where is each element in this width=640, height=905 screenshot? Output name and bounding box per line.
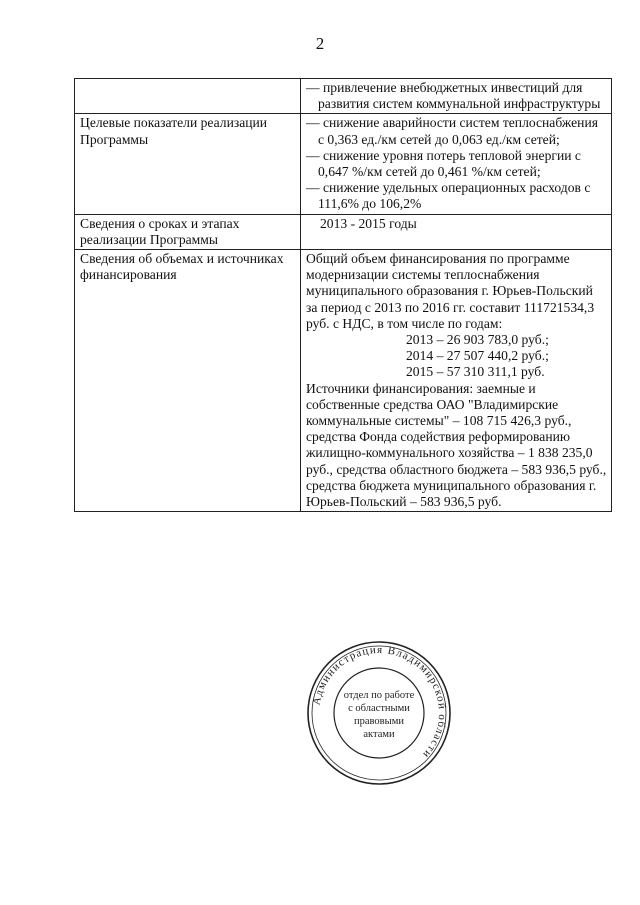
table-row [75, 114, 612, 214]
financing-sources-municipal: средства бюджета муниципального образования г. Юрьев-Польский – 583 936,5 руб. [306, 477, 597, 510]
stamp-line: с областными [348, 703, 410, 714]
row-value [301, 79, 612, 114]
list-item: — привлечение внебюджетных инвестиций для развития систем коммунальной инфраструктуры [306, 80, 601, 112]
row-label [75, 79, 301, 114]
row-value [301, 114, 612, 214]
row-value [301, 214, 612, 249]
row-label: Сведения об объемах и источниках финансирования [75, 250, 301, 512]
row-value [301, 250, 612, 512]
program-passport-table [74, 78, 612, 512]
stamp-ring-text: Администрация Владимирской области [310, 643, 449, 761]
year-amount: 2015 – 57 310 311,1 руб. [406, 364, 545, 380]
list-item: — снижение уровня потерь тепловой энергии с 0,647 %/км сетей до 0,461 %/км сетей; [306, 147, 581, 180]
page-number: 2 [315, 34, 325, 53]
table-row [75, 79, 612, 114]
financing-sources: Источники финансирования: заемные и собственные средства ОАО "Владимирские коммунальные системы" – 108 715 426,3 руб., средства Фонда содействия реформированию жилищно-коммунального хозяйства – 1 838 235,0 руб., средства областного бюджета – 583 936,5 руб., [306, 380, 607, 477]
year-amount: 2014 – 27 507 440,2 руб.; [406, 348, 549, 364]
official-stamp [306, 640, 452, 786]
stamp-line: правовыми [354, 716, 404, 727]
program-period: 2013 - 2015 годы [320, 215, 417, 231]
table-row [75, 214, 612, 249]
financing-intro: Общий объем финансирования по программе модернизации системы теплоснабжения муниципального образования г. Юрьев-Польский за период с 2013 по 2016 гг. составит 111721534,3 руб. с НДС, в том числе по годам: [306, 251, 595, 331]
table-row [75, 250, 612, 512]
list-item: — снижение удельных операционных расходов с 111,6% до 106,2% [306, 180, 591, 212]
row-label: Сведения о сроках и этапах реализации Программы [75, 214, 301, 249]
year-amount: 2013 – 26 903 783,0 руб.; [406, 332, 549, 348]
row-label: Целевые показатели реализации Программы [75, 114, 301, 214]
stamp-line: актами [363, 729, 395, 740]
list-item: — снижение аварийности систем теплоснабжения с 0,363 ед./км сетей до 0,063 ед./км сетей; [306, 115, 598, 147]
stamp-line: отдел по работе [343, 690, 415, 701]
